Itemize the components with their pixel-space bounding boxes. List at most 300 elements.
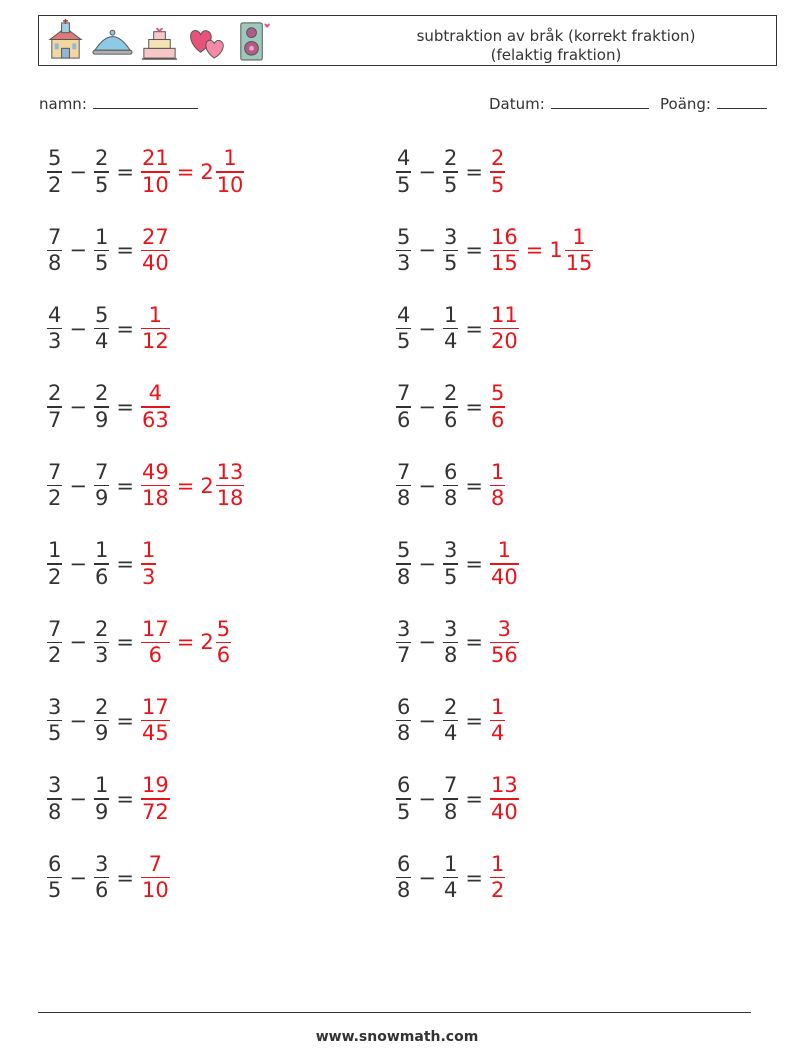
equals-sign: = — [176, 473, 195, 498]
denominator: 20 — [490, 329, 518, 354]
answer-fraction — [490, 617, 519, 668]
minus-sign: − — [69, 708, 87, 733]
minus-sign: − — [418, 395, 436, 420]
equals-sign: = — [465, 395, 483, 420]
mixed-fraction — [216, 617, 231, 668]
problem-row — [44, 612, 234, 672]
subtrahend-fraction — [94, 460, 109, 511]
minuend-fraction — [47, 538, 62, 589]
mixed-whole: 2 — [200, 473, 214, 498]
denominator: 10 — [216, 172, 244, 197]
numerator: 7 — [94, 459, 109, 484]
minuend-fraction — [47, 225, 62, 276]
numerator: 7 — [443, 773, 458, 798]
answer-fraction — [490, 381, 505, 432]
numerator: 3 — [48, 695, 62, 720]
answer-fraction — [141, 460, 170, 511]
answer-fraction — [490, 773, 519, 824]
answer — [138, 852, 173, 903]
date-blank[interactable] — [551, 94, 649, 109]
problem-row — [44, 377, 173, 437]
answer-fraction — [141, 852, 170, 903]
equals-sign: = — [176, 630, 195, 655]
numerator: 1 — [490, 695, 505, 720]
denominator: 8 — [48, 251, 62, 276]
denominator: 2 — [48, 643, 62, 668]
equals-sign: = — [116, 395, 134, 420]
numerator: 1 — [223, 146, 237, 171]
answer — [487, 146, 508, 197]
minus-sign: − — [69, 865, 87, 890]
score-field — [660, 94, 767, 113]
numerator: 1 — [148, 303, 163, 328]
equals-sign: = — [116, 865, 134, 890]
denominator: 3 — [94, 643, 109, 668]
problem-row — [44, 299, 173, 359]
denominator: 40 — [490, 799, 518, 824]
answer — [487, 538, 522, 589]
answer-fraction — [141, 617, 170, 668]
problem-row — [44, 534, 159, 594]
denominator: 8 — [443, 486, 458, 511]
answer — [487, 303, 522, 354]
numerator: 2 — [94, 695, 109, 720]
numerator: 7 — [397, 381, 411, 406]
numerator: 19 — [141, 773, 169, 798]
subtrahend-fraction — [443, 852, 458, 903]
subtrahend-fraction — [94, 381, 109, 432]
header-icons — [44, 19, 275, 63]
subtrahend-fraction — [443, 146, 458, 197]
numerator: 6 — [397, 851, 411, 876]
numerator: 7 — [148, 851, 163, 876]
date-label: Datum: — [489, 95, 545, 113]
answer — [487, 381, 508, 432]
numerator: 2 — [443, 695, 458, 720]
subtrahend-fraction — [94, 852, 109, 903]
problem-row — [44, 456, 247, 516]
answer-fraction — [141, 225, 170, 276]
denominator: 9 — [94, 407, 109, 432]
numerator: 6 — [48, 851, 62, 876]
minuend-fraction — [47, 381, 62, 432]
subtrahend-fraction — [443, 225, 458, 276]
answer — [138, 773, 173, 824]
subtrahend-fraction — [443, 617, 458, 668]
numerator: 5 — [490, 381, 505, 406]
minuend-fraction — [396, 773, 411, 824]
answer — [138, 538, 159, 589]
denominator: 2 — [48, 172, 62, 197]
numerator: 1 — [443, 851, 458, 876]
denominator: 2 — [48, 564, 62, 589]
subtrahend-fraction — [443, 460, 458, 511]
answer-fraction — [490, 538, 519, 589]
denominator: 7 — [48, 407, 62, 432]
minuend-fraction — [396, 852, 411, 903]
answer — [138, 146, 247, 197]
name-blank[interactable] — [93, 94, 198, 109]
denominator: 6 — [94, 564, 109, 589]
answer-fraction — [141, 381, 170, 432]
denominator: 6 — [94, 878, 109, 903]
score-blank[interactable] — [717, 94, 767, 109]
denominator: 56 — [490, 643, 518, 668]
denominator: 8 — [397, 721, 411, 746]
minus-sign: − — [69, 473, 87, 498]
numerator: 4 — [148, 381, 163, 406]
answer — [487, 460, 508, 511]
numerator: 1 — [94, 773, 109, 798]
denominator: 6 — [490, 407, 505, 432]
equals-sign: = — [176, 159, 195, 184]
denominator: 4 — [443, 878, 458, 903]
minuend-fraction — [396, 695, 411, 746]
equals-sign: = — [116, 238, 134, 263]
minus-sign: − — [69, 630, 87, 655]
problem-row — [44, 769, 173, 829]
numerator: 4 — [397, 146, 411, 171]
minuend-fraction — [47, 303, 62, 354]
minus-sign: − — [418, 865, 436, 890]
minuend-fraction — [396, 225, 411, 276]
minus-sign: − — [418, 238, 436, 263]
worksheet-header — [38, 15, 777, 66]
numerator: 6 — [443, 459, 458, 484]
minus-sign: − — [418, 160, 436, 184]
numerator: 5 — [94, 303, 109, 328]
numerator: 16 — [490, 224, 518, 249]
denominator: 3 — [48, 329, 62, 354]
numerator: 13 — [490, 773, 518, 798]
mixed-whole: 1 — [549, 238, 563, 263]
answer — [487, 773, 522, 824]
subtrahend-fraction — [443, 381, 458, 432]
worksheet-title — [376, 27, 736, 65]
minus-sign: − — [69, 316, 87, 341]
answer-fraction — [141, 303, 170, 354]
subtrahend-fraction — [94, 303, 109, 354]
equals-sign: = — [116, 160, 134, 184]
problem-row — [44, 848, 173, 908]
denominator: 5 — [48, 878, 62, 903]
mixed-whole: 2 — [200, 630, 214, 655]
denominator: 2 — [48, 486, 62, 511]
equals-sign: = — [116, 473, 134, 498]
denominator: 8 — [443, 643, 458, 668]
minuend-fraction — [396, 146, 411, 197]
answer-fraction — [141, 695, 170, 746]
numerator: 2 — [443, 146, 458, 171]
subtrahend-fraction — [443, 695, 458, 746]
numerator: 1 — [94, 538, 109, 563]
answer — [138, 695, 173, 746]
equals-sign: = — [465, 473, 483, 498]
answer — [138, 303, 173, 354]
minus-sign: − — [69, 787, 87, 812]
minus-sign: − — [69, 552, 87, 576]
denominator: 4 — [443, 329, 458, 354]
minus-sign: − — [69, 160, 87, 184]
numerator: 1 — [443, 303, 458, 328]
denominator: 4 — [490, 721, 505, 746]
denominator: 5 — [48, 721, 62, 746]
score-label: Poäng: — [660, 95, 711, 113]
problem-row — [393, 142, 508, 202]
equals-sign: = — [525, 238, 544, 263]
subtrahend-fraction — [94, 146, 109, 197]
problem-row — [393, 769, 522, 829]
hearts-icon — [185, 19, 228, 62]
minuend-fraction — [47, 460, 62, 511]
mixed-whole: 2 — [200, 159, 214, 184]
numerator: 2 — [48, 381, 62, 406]
minuend-fraction — [396, 538, 411, 589]
numerator: 7 — [48, 224, 62, 249]
name-label: namn: — [39, 95, 87, 113]
denominator: 15 — [565, 251, 593, 276]
numerator: 2 — [490, 146, 505, 171]
answer — [487, 225, 596, 276]
denominator: 5 — [490, 172, 505, 197]
numerator: 3 — [443, 224, 458, 249]
problem-row — [44, 220, 173, 280]
problem-row — [44, 691, 173, 751]
numerator: 1 — [572, 224, 586, 249]
minus-sign: − — [69, 238, 87, 263]
answer — [487, 852, 508, 903]
wedding-cake-icon — [138, 19, 181, 62]
denominator: 5 — [443, 564, 458, 589]
denominator: 18 — [141, 486, 169, 511]
numerator: 1 — [490, 459, 505, 484]
problem-row — [393, 220, 596, 280]
denominator: 3 — [141, 564, 156, 589]
problem-row — [393, 377, 508, 437]
numerator: 3 — [497, 616, 512, 641]
denominator: 40 — [141, 251, 169, 276]
title-line-2: (felaktig fraktion) — [490, 46, 622, 64]
denominator: 5 — [443, 172, 458, 197]
equals-sign: = — [116, 552, 134, 576]
minuend-fraction — [47, 773, 62, 824]
numerator: 6 — [397, 695, 411, 720]
numerator: 2 — [94, 146, 109, 171]
numerator: 13 — [216, 459, 244, 484]
serving-dish-icon — [91, 19, 134, 62]
footer-divider — [38, 1012, 751, 1013]
equals-sign: = — [465, 238, 483, 263]
problem-row — [393, 691, 508, 751]
subtrahend-fraction — [94, 695, 109, 746]
problem-row — [393, 299, 522, 359]
numerator: 1 — [141, 538, 156, 563]
numerator: 11 — [490, 303, 518, 328]
equals-sign: = — [465, 630, 483, 655]
minus-sign: − — [418, 630, 436, 655]
minuend-fraction — [396, 617, 411, 668]
numerator: 2 — [94, 381, 109, 406]
denominator: 10 — [141, 878, 169, 903]
equals-sign: = — [465, 865, 483, 890]
answer — [487, 695, 508, 746]
answer-fraction — [490, 460, 505, 511]
denominator: 2 — [490, 878, 505, 903]
numerator: 5 — [48, 146, 62, 171]
answer — [138, 225, 173, 276]
minuend-fraction — [47, 146, 62, 197]
denominator: 45 — [141, 721, 169, 746]
denominator: 9 — [94, 799, 109, 824]
denominator: 40 — [490, 564, 518, 589]
denominator: 6 — [148, 643, 163, 668]
numerator: 1 — [490, 851, 505, 876]
numerator: 1 — [48, 538, 62, 563]
numerator: 5 — [397, 538, 411, 563]
denominator: 72 — [141, 799, 169, 824]
numerator: 7 — [48, 616, 62, 641]
denominator: 6 — [216, 643, 231, 668]
equals-sign: = — [116, 708, 134, 733]
denominator: 8 — [397, 486, 411, 511]
minuend-fraction — [396, 303, 411, 354]
equals-sign: = — [116, 630, 134, 655]
mixed-fraction — [216, 460, 245, 511]
answer — [487, 617, 522, 668]
minus-sign: − — [418, 316, 436, 341]
equals-sign: = — [116, 316, 134, 341]
minuend-fraction — [47, 617, 62, 668]
subtrahend-fraction — [443, 773, 458, 824]
numerator: 1 — [94, 224, 109, 249]
numerator: 27 — [141, 224, 169, 249]
answer-fraction — [490, 852, 505, 903]
denominator: 8 — [48, 799, 62, 824]
numerator: 6 — [397, 773, 411, 798]
equals-sign: = — [116, 787, 134, 812]
church-icon — [44, 19, 87, 62]
equals-sign: = — [465, 708, 483, 733]
answer-fraction — [490, 146, 505, 197]
equals-sign: = — [465, 316, 483, 341]
denominator: 8 — [490, 486, 505, 511]
numerator: 4 — [48, 303, 62, 328]
denominator: 4 — [94, 329, 109, 354]
minuend-fraction — [396, 460, 411, 511]
numerator: 5 — [216, 616, 231, 641]
mixed-fraction — [565, 225, 594, 276]
answer-fraction — [141, 538, 156, 589]
subtrahend-fraction — [94, 225, 109, 276]
denominator: 6 — [397, 407, 411, 432]
numerator: 3 — [48, 773, 62, 798]
denominator: 9 — [94, 721, 109, 746]
subtrahend-fraction — [94, 617, 109, 668]
answer-fraction — [141, 146, 170, 197]
minus-sign: − — [418, 708, 436, 733]
denominator: 12 — [141, 329, 169, 354]
denominator: 7 — [397, 643, 411, 668]
denominator: 18 — [216, 486, 244, 511]
title-line-1: subtraktion av bråk (korrekt fraktion) — [416, 27, 696, 45]
numerator: 3 — [94, 851, 109, 876]
denominator: 5 — [443, 251, 458, 276]
mixed-fraction — [216, 146, 245, 197]
answer — [138, 617, 234, 668]
denominator: 63 — [141, 407, 169, 432]
footer-url: www.snowmath.com — [315, 1029, 479, 1045]
denominator: 4 — [443, 721, 458, 746]
numerator: 7 — [48, 459, 62, 484]
name-field — [39, 94, 198, 113]
subtrahend-fraction — [443, 303, 458, 354]
minus-sign: − — [418, 787, 436, 812]
problem-row — [44, 142, 247, 202]
problem-row — [393, 612, 522, 672]
answer-fraction — [490, 695, 505, 746]
numerator: 17 — [141, 616, 169, 641]
speaker-icon — [232, 19, 275, 62]
minuend-fraction — [47, 852, 62, 903]
date-field — [489, 94, 649, 113]
minus-sign: − — [418, 473, 436, 498]
problem-row — [393, 456, 508, 516]
denominator: 6 — [443, 407, 458, 432]
denominator: 9 — [94, 486, 109, 511]
denominator: 5 — [94, 172, 109, 197]
minus-sign: − — [69, 395, 87, 420]
denominator: 5 — [397, 329, 411, 354]
denominator: 10 — [141, 172, 169, 197]
denominator: 8 — [397, 564, 411, 589]
answer-fraction — [490, 225, 519, 276]
numerator: 4 — [397, 303, 411, 328]
denominator: 5 — [94, 251, 109, 276]
numerator: 21 — [141, 146, 169, 171]
numerator: 2 — [94, 616, 109, 641]
numerator: 2 — [443, 381, 458, 406]
numerator: 17 — [141, 695, 169, 720]
subtrahend-fraction — [94, 773, 109, 824]
denominator: 15 — [490, 251, 518, 276]
equals-sign: = — [465, 552, 483, 576]
problem-row — [393, 848, 508, 908]
numerator: 3 — [443, 538, 458, 563]
denominator: 3 — [397, 251, 411, 276]
denominator: 8 — [397, 878, 411, 903]
subtrahend-fraction — [443, 538, 458, 589]
denominator: 5 — [397, 172, 411, 197]
answer-fraction — [141, 773, 170, 824]
answer — [138, 460, 247, 511]
numerator: 5 — [397, 224, 411, 249]
minuend-fraction — [47, 695, 62, 746]
numerator: 3 — [443, 616, 458, 641]
minuend-fraction — [396, 381, 411, 432]
denominator: 5 — [397, 799, 411, 824]
numerator: 7 — [397, 459, 411, 484]
denominator: 8 — [443, 799, 458, 824]
subtrahend-fraction — [94, 538, 109, 589]
minus-sign: − — [418, 552, 436, 576]
answer — [138, 381, 173, 432]
numerator: 3 — [397, 616, 411, 641]
equals-sign: = — [465, 160, 483, 184]
numerator: 49 — [141, 459, 169, 484]
numerator: 1 — [497, 538, 512, 563]
equals-sign: = — [465, 787, 483, 812]
answer-fraction — [490, 303, 519, 354]
